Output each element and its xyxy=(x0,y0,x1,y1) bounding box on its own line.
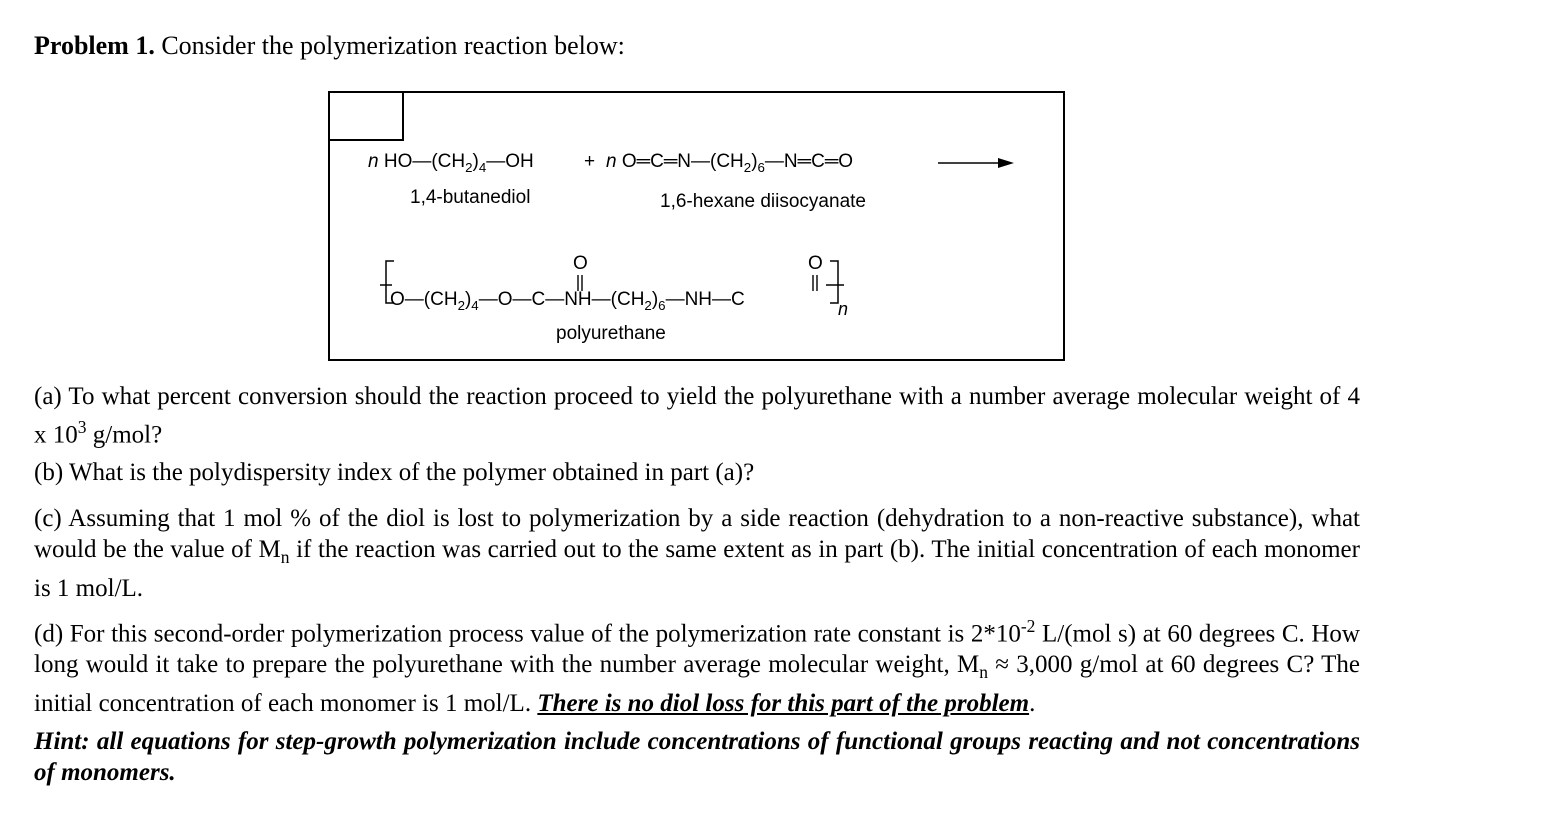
product-subscript: 4 xyxy=(471,297,479,313)
question-c-subscript: n xyxy=(280,547,290,567)
question-a xyxy=(34,381,1360,450)
hint: Hint: all equations for step-growth polymerization include concentrations of functional groups reacting and not concentrations of monomers. xyxy=(34,728,1360,786)
reactant-1 xyxy=(368,151,534,175)
product-formula xyxy=(390,289,745,313)
question-c-text-end: if the reaction was carried out to the same extent as in part (b). The initial concentration of each monomer is 1 mol/L. xyxy=(34,536,1360,602)
question-a-text-end: g/mol? xyxy=(86,421,163,449)
product-subscript: 6 xyxy=(658,297,666,313)
product-subscript: 2 xyxy=(457,297,465,313)
reactant-1-formula-part: —OH xyxy=(486,151,534,172)
reactant-1-subscript: 2 xyxy=(465,159,473,175)
product-formula-part: ) xyxy=(464,289,472,310)
question-d-text-end: ≈ 3,000 g/mol at 60 degrees C? The initial concentration of each monomer is 1 mol/L. xyxy=(34,651,1360,718)
product-formula-part: —O—C—NH—(CH xyxy=(478,289,645,310)
carbonyl-double-bond-1 xyxy=(574,273,586,293)
figure-corner-box xyxy=(330,93,404,141)
question-a-exponent: 3 xyxy=(77,417,87,437)
reactant-1-formula-part: HO—(CH xyxy=(383,151,466,172)
question-d-text: (d) For this second-order polymerization process value of the polymerization rate constant is 2*10 xyxy=(34,620,1021,648)
carbonyl-double-bond-2 xyxy=(809,273,821,293)
repeat-unit-n: n xyxy=(838,299,849,319)
product-formula-part: O—(CH xyxy=(390,289,458,310)
reactant-1-coefficient: n xyxy=(368,151,379,172)
reactant-2 xyxy=(606,151,853,175)
reactant-2-formula-part: ) xyxy=(751,151,758,172)
carbonyl-oxygen-1: O xyxy=(573,253,588,274)
question-c-text: (c) Assuming that 1 mol % of the diol is lost to polymerization by a side reaction (dehydration to a non-reactive substance), what would be the value of M xyxy=(34,505,1360,563)
question-d-period: . xyxy=(1029,690,1036,718)
question-a-text: (a) To what percent conversion should the reaction proceed to yield the polyurethane with a number average molecular weight of 4 x 10 xyxy=(34,383,1360,449)
question-b: (b) What is the polydispersity index of the polymer obtained in part (a)? xyxy=(34,459,755,486)
reaction-figure xyxy=(328,91,1065,361)
reactant-2-formula-part: O═C═N—(CH xyxy=(621,151,744,172)
reactant-1-name: 1,4-butanediol xyxy=(410,187,531,208)
reactant-1-subscript: 4 xyxy=(478,159,487,175)
reactant-2-subscript: 6 xyxy=(757,159,765,175)
reactant-2-subscript: 2 xyxy=(743,159,752,175)
product-subscript: 2 xyxy=(644,297,652,313)
question-d-emphasis: There is no diol loss for this part of the problem xyxy=(537,690,1030,718)
product-formula-part: —NH—C xyxy=(665,289,745,310)
reactant-2-coefficient: n xyxy=(606,151,617,172)
reactant-2-name: 1,6-hexane diisocyanate xyxy=(660,191,866,212)
product-formula-part: ) xyxy=(651,289,659,310)
problem-label: Problem 1. xyxy=(34,31,155,60)
carbonyl-oxygen-2: O xyxy=(808,253,823,274)
reaction-arrow xyxy=(936,155,1016,171)
question-d-exponent: -2 xyxy=(1020,616,1036,636)
problem-intro: Consider the polymerization reaction below: xyxy=(154,31,625,60)
question-d-text-mid: L/(mol s) at 60 degrees C. How long would it take to prepare the polyurethane with the number average molecular weight, M xyxy=(34,620,1360,679)
reactant-1-formula-part: ) xyxy=(472,151,479,172)
question-c xyxy=(34,503,1360,604)
plus-sign: + xyxy=(584,151,596,172)
question-d xyxy=(34,611,1360,719)
reactant-2-formula-part: —N═C═O xyxy=(764,151,854,172)
product-name: polyurethane xyxy=(556,323,666,344)
problem-heading xyxy=(34,28,625,64)
question-d-subscript: n xyxy=(979,662,988,683)
